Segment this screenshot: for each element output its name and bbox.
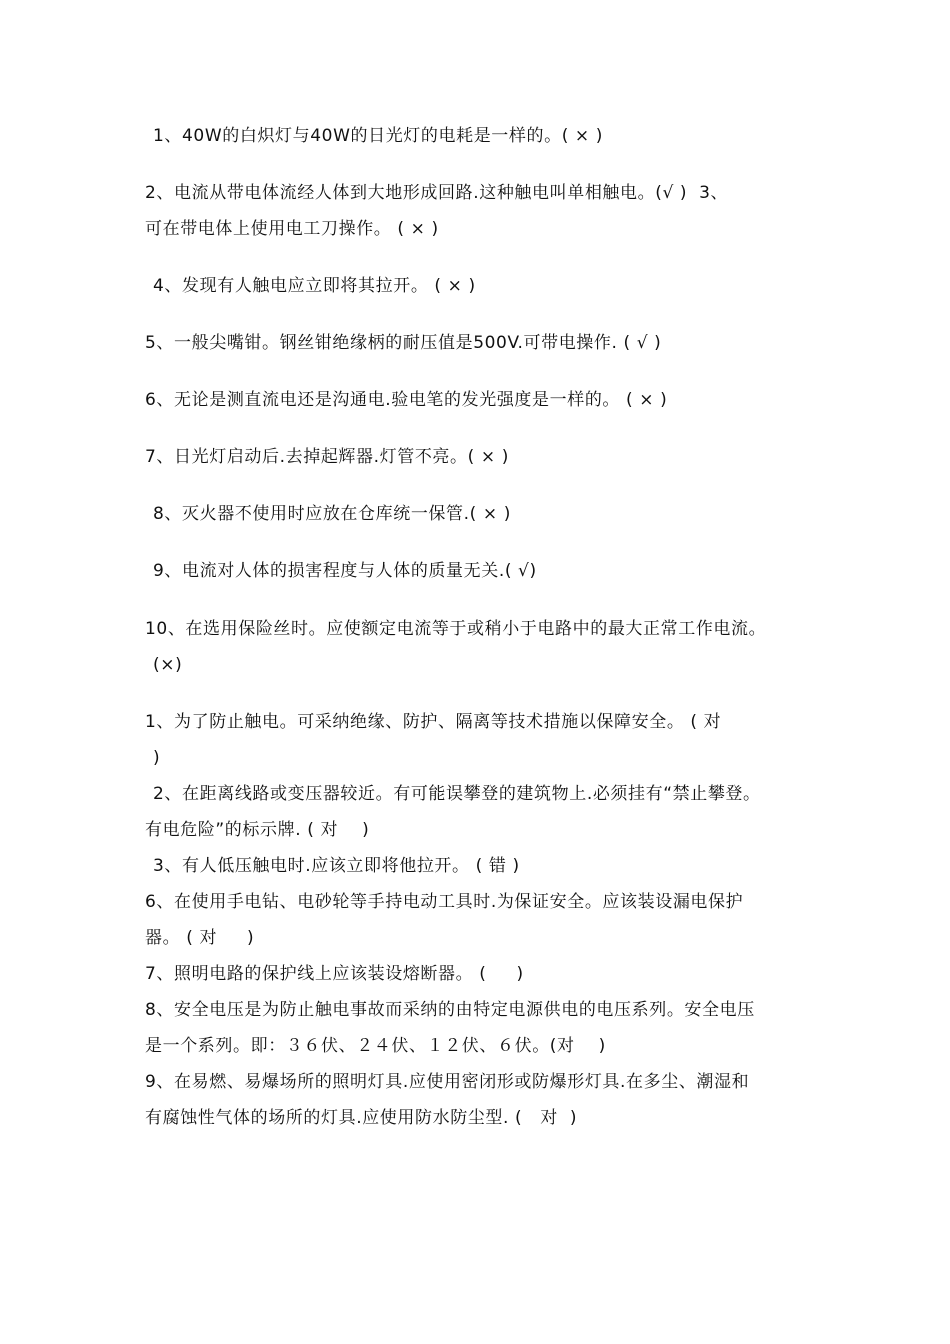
question-line-9: 9、电流对人体的损害程度与人体的质量无关.( √)	[153, 561, 537, 581]
section2-line-1-answer: )	[153, 748, 161, 768]
question-line-1: 1、40W的白炽灯与40W的日光灯的电耗是一样的。( × )	[153, 126, 604, 146]
question-line-2: 2、电流从带电体流经人体到大地形成回路.这种触电叫单相触电。(√ ) 3、	[145, 183, 729, 203]
question-line-8: 8、灭火器不使用时应放在仓库统一保管.( × )	[153, 504, 511, 524]
section2-line-3: 3、有人低压触电时.应该立即将他拉开。 ( 错 )	[153, 856, 520, 876]
question-line-10-answer: (×)	[153, 655, 183, 675]
section2-line-7: 7、照明电路的保护线上应该装设熔断器。 ( )	[145, 964, 524, 984]
section2-line-6-cont: 器。 ( 对 )	[145, 928, 255, 948]
question-line-5: 5、一般尖嘴钳。钢丝钳绝缘柄的耐压值是500V.可带电操作. ( √ )	[145, 333, 662, 353]
section2-line-2: 2、在距离线路或变压器较近。有可能误攀登的建筑物上.必须挂有“禁止攀登。	[153, 784, 761, 804]
question-line-10: 10、在选用保险丝时。应使额定电流等于或稍小于电路中的最大正常工作电流。	[145, 619, 767, 639]
section2-line-2-cont: 有电危险”的标示牌. ( 对 )	[145, 820, 370, 840]
section2-line-9-cont: 有腐蚀性气体的场所的灯具.应使用防水防尘型. ( 对 )	[145, 1108, 578, 1128]
section2-line-6: 6、在使用手电钻、电砂轮等手持电动工具时.为保证安全。应该装设漏电保护	[145, 892, 744, 912]
section2-line-1: 1、为了防止触电。可采纳绝缘、防护、隔离等技术措施以保障安全。 ( 对	[145, 712, 722, 732]
section2-line-9: 9、在易燃、易爆场所的照明灯具.应使用密闭形或防爆形灯具.在多尘、潮湿和	[145, 1072, 750, 1092]
question-line-3: 可在带电体上使用电工刀操作。 ( × )	[145, 219, 439, 239]
question-line-7: 7、日光灯启动后.去掉起辉器.灯管不亮。( × )	[145, 447, 509, 467]
question-line-4: 4、发现有人触电应立即将其拉开。 ( × )	[153, 276, 476, 296]
section2-line-8-cont: 是一个系列。即：３６伏、２４伏、１２伏、６伏。(对 )	[145, 1036, 606, 1056]
question-line-6: 6、无论是测直流电还是沟通电.验电笔的发光强度是一样的。 ( × )	[145, 390, 668, 410]
section2-line-8: 8、安全电压是为防止触电事故而采纳的由特定电源供电的电压系列。安全电压	[145, 1000, 755, 1020]
